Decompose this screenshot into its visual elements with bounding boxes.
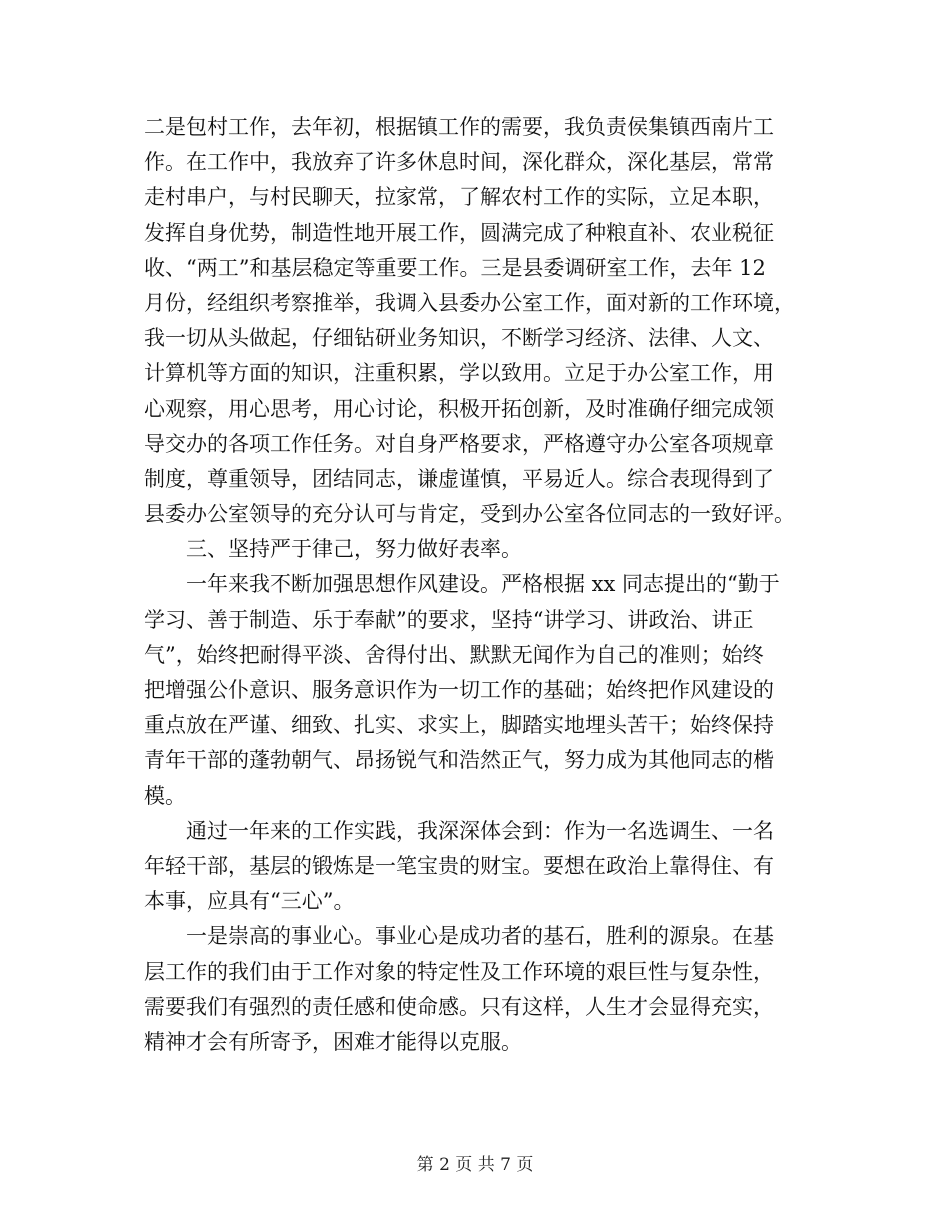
text-line: 县委办公室领导的充分认可与肯定，受到办公室各位同志的一致好评。 [144, 502, 795, 527]
text-line: 需要我们有强烈的责任感和使命感。只有这样，人生才会显得充实， [144, 994, 774, 1019]
text-line: 二是包村工作，去年初，根据镇工作的需要，我负责侯集镇西南片工 [144, 115, 774, 139]
text-line: 收、“两工”和基层稳定等重要工作。三是县委调研室工作，去年 12 [144, 255, 766, 280]
text-line: 层工作的我们由于工作对象的特定性及工作环境的艰巨性与复杂性， [144, 959, 774, 984]
text-line: 通过一年来的工作实践，我深深体会到：作为一名选调生、一名 [186, 818, 774, 843]
text-line: 月份，经组织考察推举，我调入县委办公室工作，面对新的工作环境， [144, 290, 795, 315]
text-line: 精神才会有所寄予，困难才能得以克服。 [144, 1029, 522, 1054]
text-line: 作。在工作中，我放弃了许多休息时间，深化群众，深化基层，常常 [144, 150, 774, 175]
text-line: 我一切从头做起，仔细钻研业务知识，不断学习经济、法律、人文、 [144, 326, 774, 351]
page-number-footer: 第 2 页 共 7 页 [416, 1155, 534, 1175]
text-line: 计算机等方面的知识，注重积累，学以致用。立足于办公室工作，用 [144, 361, 774, 386]
text-line: 一是崇高的事业心。事业心是成功者的基石，胜利的源泉。在基 [186, 924, 774, 949]
text-line: 三、坚持严于律己，努力做好表率。 [186, 537, 522, 562]
text-line: 一年来我不断加强思想作风建设。严格根据 xx 同志提出的“勤于 [186, 572, 780, 597]
document-body [144, 110, 809, 1060]
text-line: 青年干部的蓬勃朝气、昂扬锐气和浩然正气，努力成为其他同志的楷 [144, 748, 774, 773]
text-line: 心观察，用心思考，用心讨论，积极开拓创新，及时准确仔细完成领 [144, 396, 774, 421]
text-line: 把增强公仆意识、服务意识作为一切工作的基础；始终把作风建设的 [144, 678, 774, 702]
text-line: 模。 [144, 783, 186, 808]
text-line: 导交办的各项工作任务。对自身严格要求，严格遵守办公室各项规章 [144, 431, 774, 456]
text-line: 发挥自身优势，制造性地开展工作，圆满完成了种粮直补、农业税征 [144, 220, 774, 245]
text-line: 走村串户，与村民聊天，拉家常，了解农村工作的实际，立足本职， [144, 185, 774, 210]
text-line: 年轻干部，基层的锻炼是一笔宝贵的财宝。要想在政治上靠得住、有 [144, 853, 774, 878]
text-line: 学习、善于制造、乐于奉献”的要求，坚持“讲学习、讲政治、讲正 [144, 607, 754, 632]
text-line: 气”，始终把耐得平淡、舍得付出、默默无闻作为自己的准则；始终 [144, 642, 764, 667]
text-line: 制度，尊重领导，团结同志，谦虚谨慎，平易近人。综合表现得到了 [144, 466, 774, 491]
text-line: 重点放在严谨、细致、扎实、求实上，脚踏实地埋头苦干；始终保持 [144, 713, 774, 738]
text-line: 本事，应具有“三心”。 [144, 889, 355, 914]
